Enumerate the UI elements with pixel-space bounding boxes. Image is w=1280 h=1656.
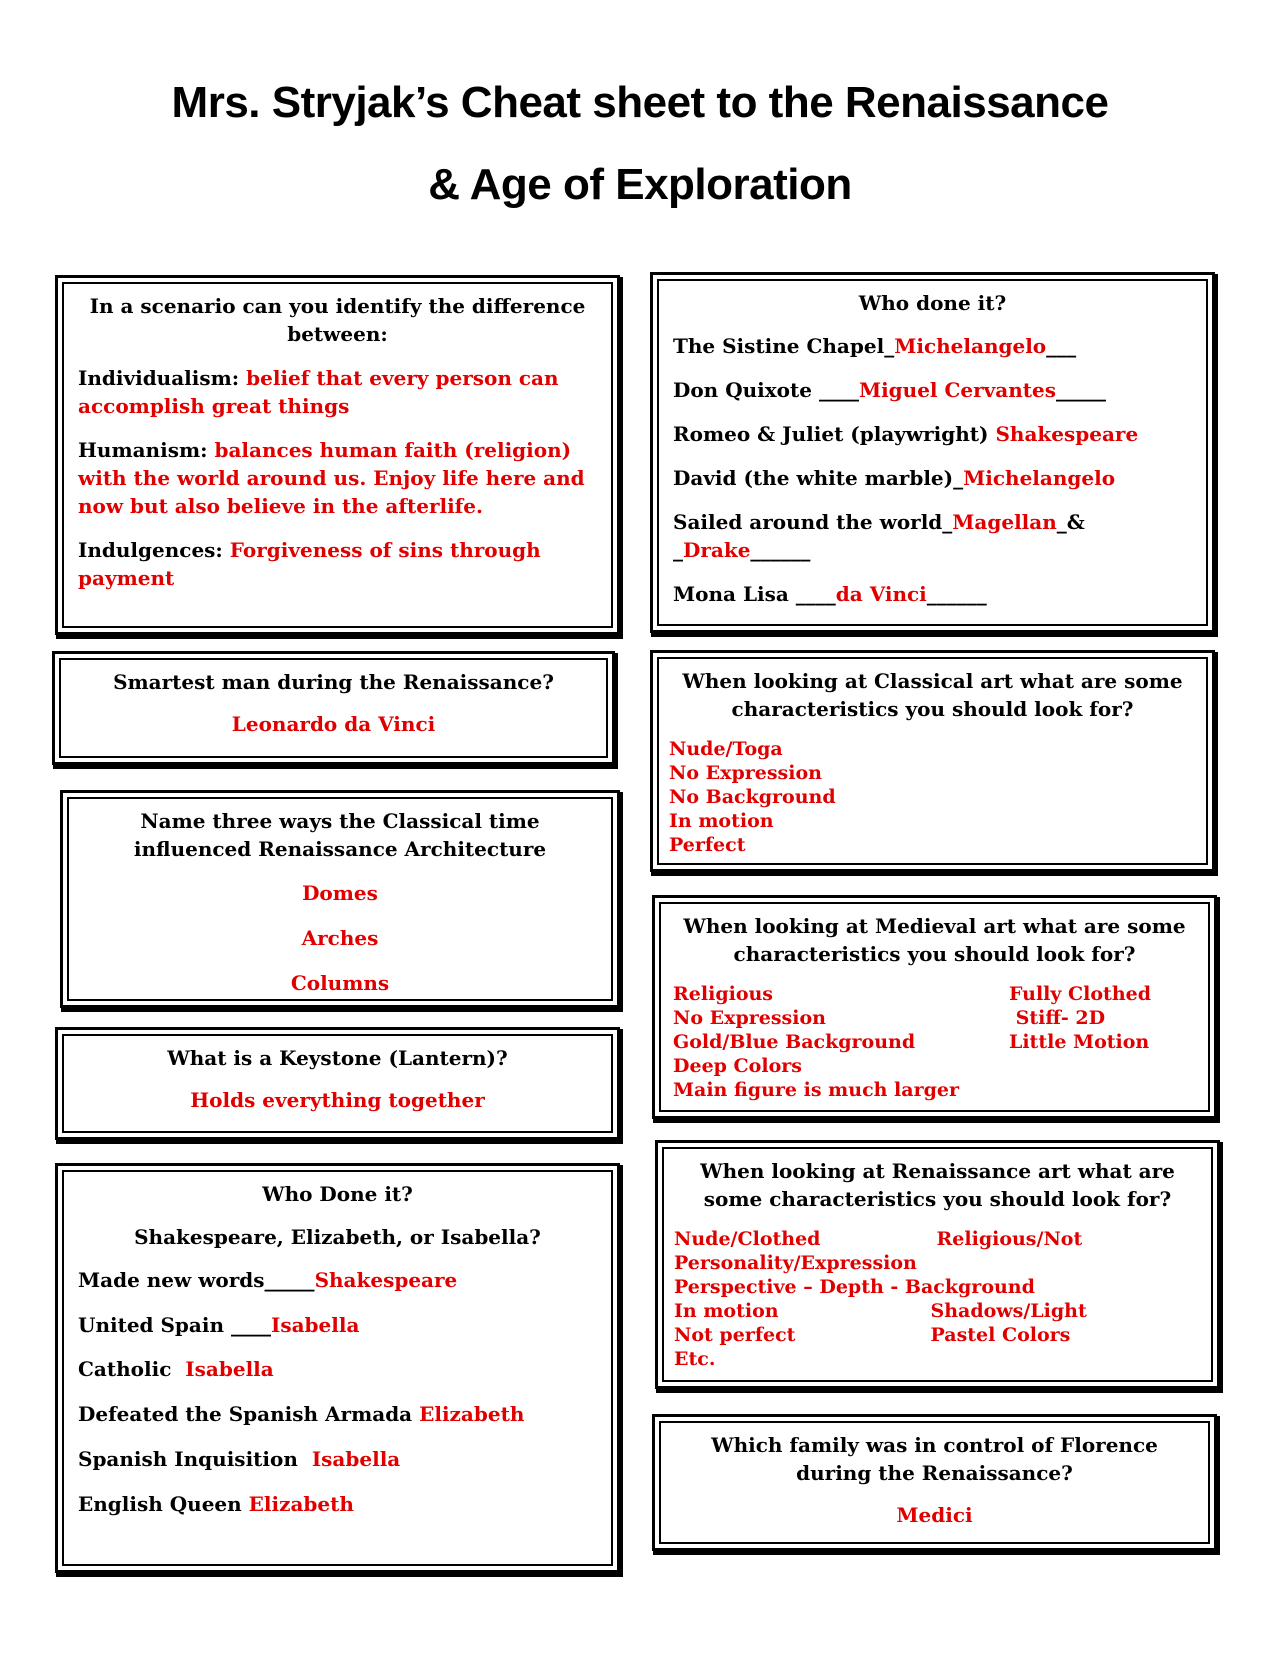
smartest-answer: Leonardo da Vinci (231, 712, 436, 736)
classical-item: In motion (669, 810, 774, 832)
who2-answer: Isabella (270, 1313, 360, 1337)
who1-row: Romeo & Juliet (playwright) Shakespeare (673, 422, 1139, 446)
medieval-right-col (959, 982, 1194, 1102)
who2-answer: Shakespeare (314, 1268, 458, 1292)
box-classical-art (650, 650, 1215, 872)
box-who-done-it-1 (650, 272, 1215, 633)
who2-row: Spanish Inquisition Isabella (78, 1447, 401, 1471)
classical-item: Nude/Toga (669, 738, 783, 760)
who2-answer: Elizabeth (419, 1402, 525, 1426)
florence-answer: Medici (896, 1503, 973, 1527)
renaissance-row: Perspective – Depth - Background (674, 1276, 1035, 1298)
medieval-item: Religious (673, 983, 774, 1005)
term-row (78, 436, 597, 520)
classical-item: No Background (669, 786, 836, 808)
box-architecture (60, 790, 620, 1008)
classical-item: Perfect (669, 834, 746, 856)
term-definition: balances human faith (religion) with the world around us. Enjoy life here and now but also believe in the afterlife. (78, 438, 585, 518)
who2-question: Who Done it? (262, 1182, 413, 1206)
who1-row: Don Quixote ____Miguel Cervantes_____ (673, 378, 1107, 402)
renaissance-list (674, 1227, 1197, 1371)
architecture-question: Name three ways the Classical time influenced Renaissance Architecture (133, 809, 547, 861)
who1-answer: Magellan (952, 510, 1057, 534)
renaissance-row: Nude/Clothed Religious/Not (674, 1228, 1083, 1250)
term-label: Indulgences: (78, 538, 223, 562)
medieval-item: Gold/Blue Background (673, 1031, 916, 1053)
who1-row: Sailed around the world_Magellan_& _Drake______ (673, 510, 1085, 562)
renaissance-row: Not perfect Pastel Colors (674, 1324, 1071, 1346)
page-title: Mrs. Stryjak’s Cheat sheet to the Renaissance (171, 78, 1109, 127)
who1-answer: Michelangelo (894, 334, 1047, 358)
term-label: Humanism: (78, 438, 208, 462)
box-renaissance-art (655, 1140, 1220, 1389)
box-smartest (52, 651, 615, 765)
medieval-list (673, 982, 1194, 1102)
who2-row: United Spain ____Isabella (78, 1313, 360, 1337)
who1-row: Mona Lisa ____da Vinci______ (673, 582, 987, 606)
renaissance-question: When looking at Renaissance art what are some characteristics you should look for? (700, 1159, 1175, 1211)
medieval-left-col (673, 982, 959, 1102)
term-row (78, 364, 597, 420)
page-subtitle: & Age of Exploration (428, 160, 852, 209)
who1-answer: Miguel Cervantes (858, 378, 1057, 402)
florence-question: Which family was in control of Florence during the Renaissance? (711, 1433, 1158, 1485)
box-medieval-art (652, 895, 1217, 1119)
term-definition: belief that every person can accomplish great things (78, 366, 559, 418)
who1-answer: Drake (683, 538, 751, 562)
medieval-item: Stiff- 2D (1008, 1007, 1106, 1029)
medieval-item: No Expression (673, 1007, 826, 1029)
who2-subquestion: Shakespeare, Elizabeth, or Isabella? (134, 1225, 541, 1249)
who2-answer: Isabella (311, 1447, 401, 1471)
renaissance-row: In motion Shadows/Light (674, 1300, 1087, 1322)
smartest-question: Smartest man during the Renaissance? (113, 670, 554, 694)
box-who-done-it-2 (55, 1163, 620, 1573)
who2-answer: Isabella (185, 1357, 274, 1381)
who2-row: Made new words_____Shakespeare (78, 1268, 458, 1292)
who2-row: Catholic Isabella (78, 1357, 274, 1381)
classical-list (669, 737, 1192, 857)
keystone-answer: Holds everything together (190, 1088, 485, 1112)
medieval-question: When looking at Medieval art what are some characteristics you should look for? (683, 914, 1186, 966)
who1-question: Who done it? (858, 291, 1007, 315)
who1-answer: Shakespeare (995, 422, 1139, 446)
renaissance-row: Etc. (674, 1348, 716, 1370)
who1-row: The Sistine Chapel_Michelangelo___ (673, 334, 1077, 358)
medieval-item: Little Motion (1008, 1031, 1150, 1053)
who2-row: Defeated the Spanish Armada Elizabeth (78, 1402, 525, 1426)
architecture-answer: Columns (290, 971, 390, 995)
medieval-item: Fully Clothed (1008, 983, 1152, 1005)
box-terms (55, 275, 620, 635)
classical-question: When looking at Classical art what are some characteristics you should look for? (682, 669, 1183, 721)
who1-answer: Michelangelo (963, 466, 1116, 490)
medieval-item: Deep Colors (673, 1055, 802, 1077)
classical-item: No Expression (669, 762, 822, 784)
who2-answer: Elizabeth (248, 1492, 354, 1516)
box-keystone (55, 1027, 620, 1140)
keystone-question: What is a Keystone (Lantern)? (167, 1046, 508, 1070)
architecture-answer: Domes (302, 881, 378, 905)
term-row (78, 536, 597, 592)
box-florence (652, 1414, 1217, 1551)
terms-question: In a scenario can you identify the difference between: (89, 294, 586, 346)
architecture-answer: Arches (301, 926, 379, 950)
who1-row: David (the white marble)_Michelangelo (673, 466, 1116, 490)
term-label: Individualism: (78, 366, 240, 390)
renaissance-row: Personality/Expression (674, 1252, 917, 1274)
medieval-item: Main figure is much larger (673, 1079, 959, 1101)
who1-answer: da Vinci (835, 582, 927, 606)
term-definition: Forgiveness of sins through payment (78, 538, 541, 590)
who2-row: English Queen Elizabeth (78, 1492, 354, 1516)
